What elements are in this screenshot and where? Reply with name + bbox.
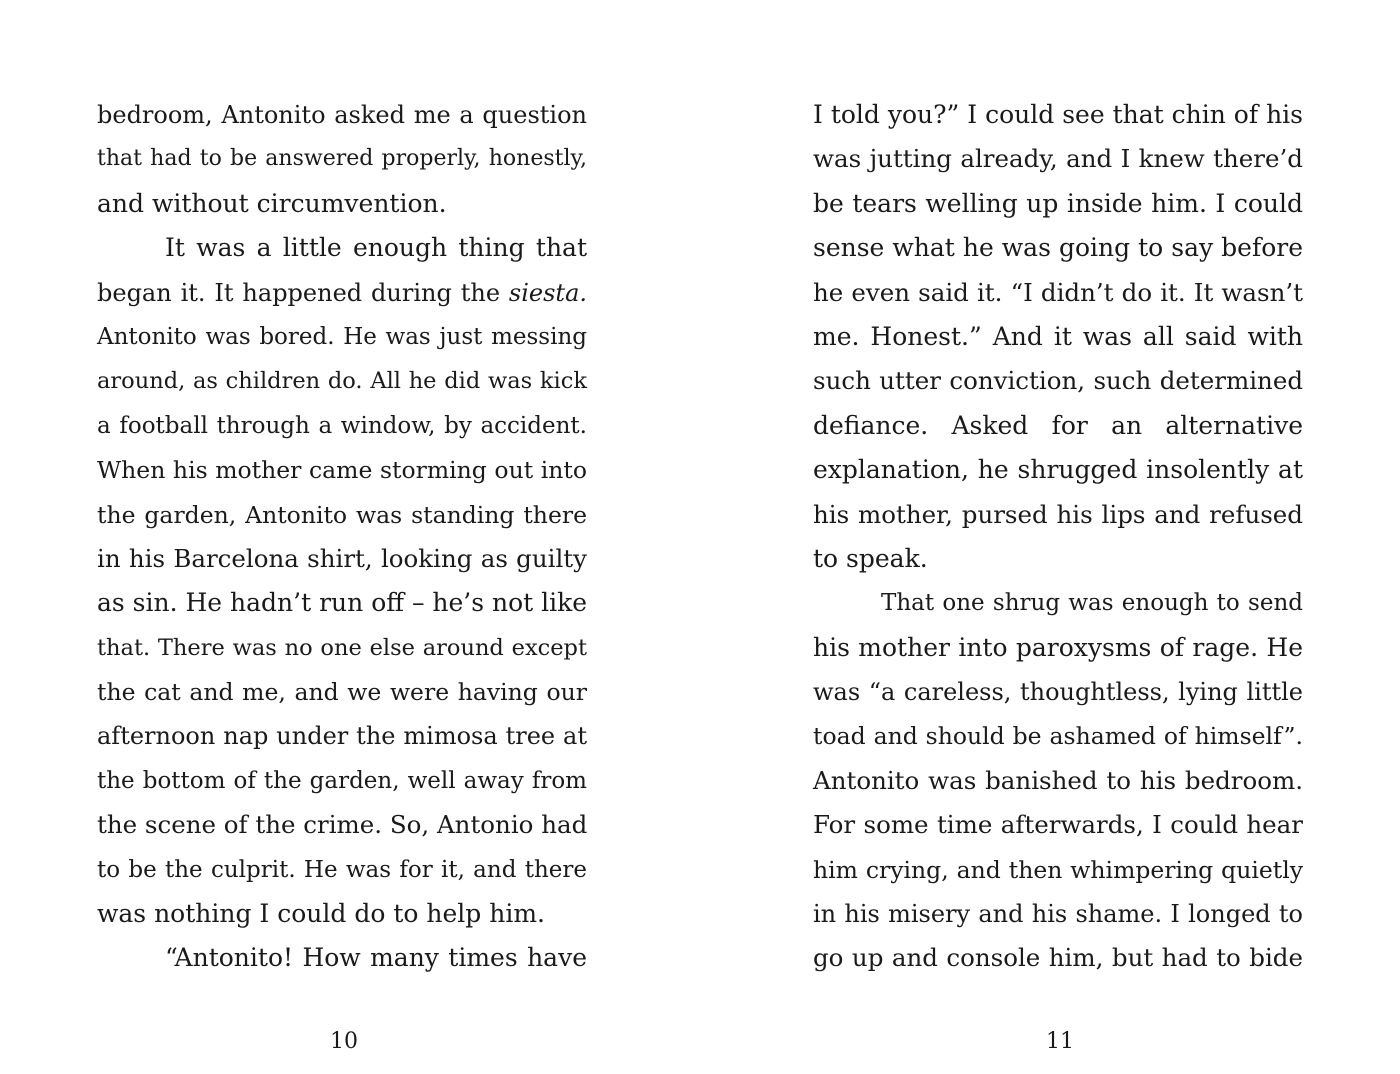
text-line: bedroom, Antonito asked me a question bbox=[97, 101, 587, 129]
text-line: was nothing I could do to help him. bbox=[97, 899, 545, 929]
text-line: the scene of the crime. So, Antonio had bbox=[97, 810, 588, 840]
right-page bbox=[700, 0, 1400, 1074]
text-line: and without circumvention. bbox=[97, 188, 447, 218]
text-line: the cat and me, and we were having our bbox=[97, 678, 587, 707]
italic-word: siesta. bbox=[508, 278, 587, 307]
left-page-text bbox=[97, 93, 587, 981]
text-line: was jutting already, and I knew there’d bbox=[813, 144, 1303, 174]
text-line: a football through a window, by accident. bbox=[97, 412, 587, 439]
text-line: he even said it. “I didn’t do it. It wasn’t bbox=[813, 277, 1303, 307]
text-line: me. Honest.” And it was all said with bbox=[813, 321, 1303, 351]
text-line: It was a little enough thing that bbox=[165, 233, 587, 263]
text-line: such utter conviction, such determined bbox=[813, 366, 1303, 396]
text-line: was “a careless, thoughtless, lying little bbox=[813, 678, 1303, 707]
text-line: Antonito was banished to his bedroom. bbox=[813, 765, 1303, 795]
text-line: explanation, he shrugged insolently at bbox=[813, 455, 1303, 485]
text-line: For some time afterwards, I could hear bbox=[813, 810, 1303, 840]
text-line: in his Barcelona shirt, looking as guilty bbox=[97, 543, 587, 573]
text-line: the bottom of the garden, well away from bbox=[97, 767, 587, 794]
text-line: be tears welling up inside him. I could bbox=[813, 188, 1303, 218]
text-line: toad and should be ashamed of himself”. bbox=[813, 722, 1303, 751]
right-page-number: 11 bbox=[1046, 1029, 1074, 1054]
text-line bbox=[97, 271, 587, 315]
text-line: afternoon nap under the mimosa tree at bbox=[97, 722, 587, 751]
text-line: that. There was no one else around except bbox=[97, 634, 587, 661]
text-line: When his mother came storming out into bbox=[97, 456, 587, 485]
text-line: Antonito was bored. He was just messing bbox=[97, 323, 587, 350]
text-line: around, as children do. All he did was kick bbox=[97, 368, 587, 395]
text-line: that had to be answered properly, honestly, bbox=[97, 146, 587, 172]
text-line: to speak. bbox=[813, 543, 928, 573]
text-line: I told you?” I could see that chin of his bbox=[813, 100, 1303, 129]
text-line: defiance. Asked for an alternative bbox=[813, 410, 1303, 440]
text-line-segment: began it. It happened during the bbox=[97, 278, 509, 307]
text-line: go up and console him, but had to bide bbox=[813, 943, 1303, 973]
text-line: the garden, Antonito was standing there bbox=[97, 500, 587, 529]
text-line: his mother, pursed his lips and refused bbox=[813, 499, 1303, 529]
text-line: his mother into paroxysms of rage. He bbox=[813, 632, 1303, 662]
text-line: sense what he was going to say before bbox=[813, 233, 1303, 263]
text-line: as sin. He hadn’t run off – he’s not like bbox=[97, 588, 588, 618]
right-page-text bbox=[813, 93, 1303, 981]
text-line: in his misery and his shame. I longed to bbox=[813, 900, 1303, 929]
left-page-number: 10 bbox=[330, 1029, 358, 1054]
text-line: That one shrug was enough to send bbox=[881, 590, 1303, 617]
text-line: to be the culprit. He was for it, and there bbox=[97, 856, 587, 883]
text-line: him crying, and then whimpering quietly bbox=[813, 855, 1303, 884]
text-line: “Antonito! How many times have bbox=[165, 943, 587, 973]
